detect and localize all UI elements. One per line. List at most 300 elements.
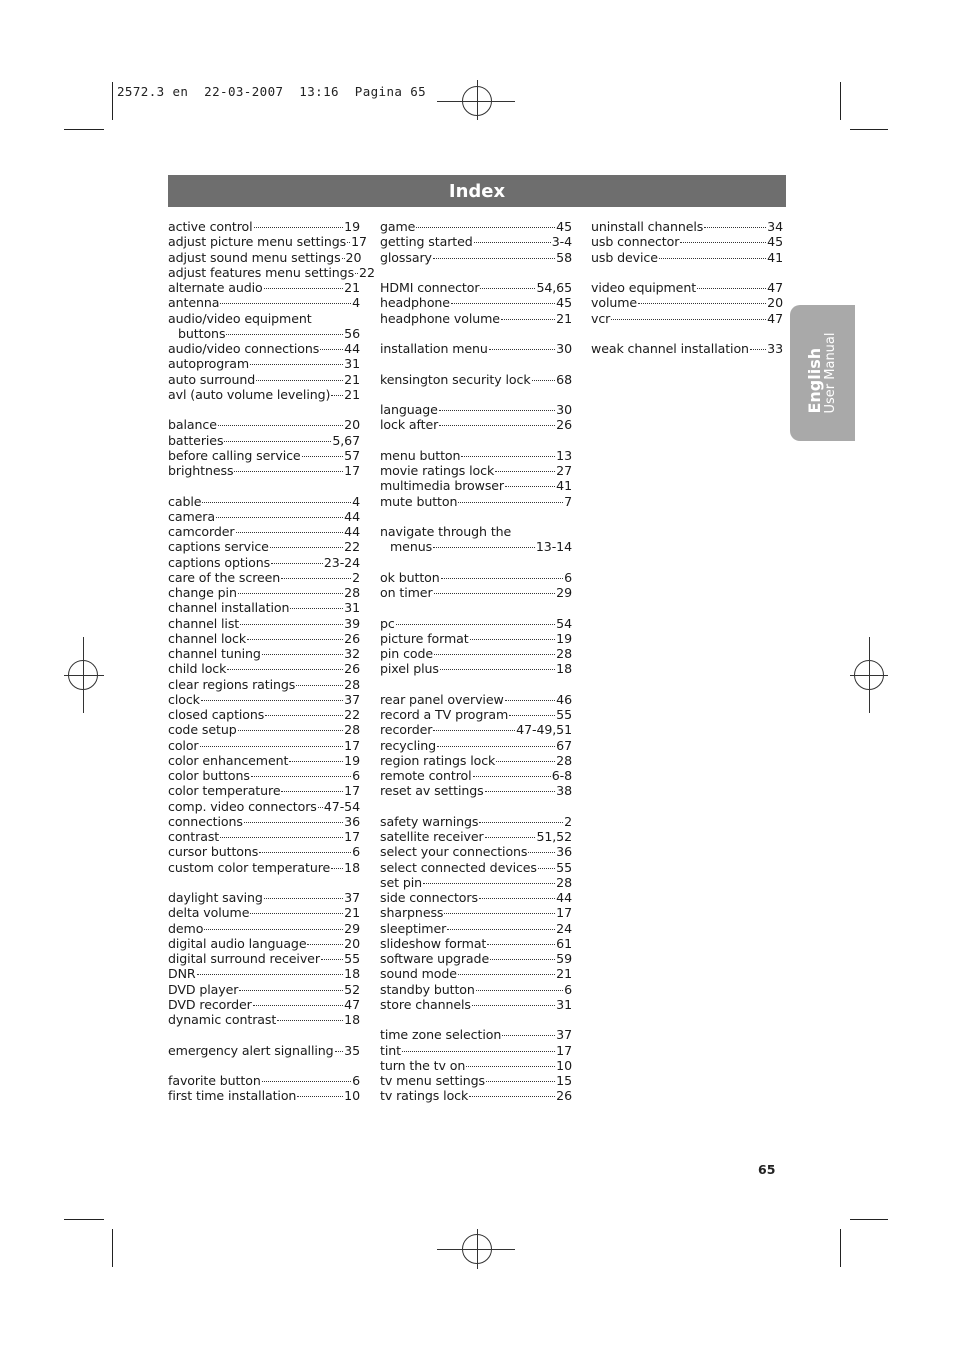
- index-term: slideshow format: [380, 935, 487, 951]
- index-term: camera: [168, 508, 215, 524]
- index-page-ref: 55: [556, 707, 572, 722]
- index-term: connections: [168, 813, 243, 829]
- index-page-ref: 30: [556, 402, 572, 417]
- dot-leader: [254, 227, 344, 228]
- index-term: before calling service: [168, 447, 301, 463]
- index-term: audio/video equipment: [168, 310, 312, 326]
- index-term: sound mode: [380, 966, 457, 982]
- dot-leader: [697, 288, 766, 289]
- index-page-ref: 55: [556, 859, 572, 875]
- index-term: ok button: [380, 569, 440, 585]
- dot-leader: [490, 959, 555, 960]
- dot-leader: [480, 288, 535, 289]
- dot-leader: [265, 715, 343, 716]
- index-entry: [168, 966, 360, 981]
- dot-leader: [218, 425, 343, 426]
- index-term: reset av settings: [380, 783, 484, 799]
- index-term: weak channel installation: [591, 341, 749, 356]
- index-page-ref: 37: [556, 1027, 572, 1043]
- index-page-ref: 61: [556, 935, 572, 951]
- dot-leader: [502, 1035, 555, 1036]
- print-slug: 2572.3 en 22-03-2007 13:16 Pagina 65: [117, 84, 427, 99]
- index-column-1: [168, 219, 375, 1104]
- index-entry: [168, 280, 360, 295]
- dot-leader: [505, 486, 555, 487]
- index-entry: [380, 1088, 572, 1103]
- dot-leader: [659, 258, 766, 259]
- index-page-ref: 28: [344, 585, 360, 600]
- index-page-ref: 19: [556, 630, 572, 646]
- index-entry: [168, 295, 360, 310]
- index-term: satellite receiver: [380, 829, 484, 844]
- index-term: pixel plus: [380, 661, 439, 677]
- index-term: video equipment: [591, 280, 697, 295]
- dot-leader: [355, 273, 358, 274]
- index-term: autoprogram: [168, 356, 249, 372]
- index-page-ref: 18: [556, 661, 572, 677]
- index-entry: [380, 783, 572, 798]
- index-page-ref: 26: [556, 1088, 572, 1104]
- index-term: navigate through the: [380, 524, 512, 539]
- index-term: antenna: [168, 295, 220, 311]
- dot-leader: [433, 258, 555, 259]
- index-term: comp. video connectors: [168, 798, 317, 814]
- index-entry: [380, 921, 572, 936]
- index-entry: [168, 707, 360, 722]
- dot-leader: [441, 578, 563, 579]
- index-page-ref: 46: [556, 691, 572, 707]
- dot-leader: [264, 898, 343, 899]
- dot-leader: [253, 1005, 343, 1006]
- dot-leader: [262, 1081, 351, 1082]
- index-term: safety warnings: [380, 813, 479, 829]
- index-term: headphone: [380, 295, 450, 311]
- dot-leader: [611, 319, 766, 320]
- index-term: brightness: [168, 463, 234, 478]
- dot-leader: [342, 258, 345, 259]
- index-entry: [168, 616, 360, 631]
- index-page-ref: 17: [556, 905, 572, 921]
- index-page-ref: 7: [564, 493, 572, 509]
- index-term: vcr: [591, 310, 611, 326]
- index-entry: [168, 570, 360, 585]
- dot-leader: [509, 715, 555, 716]
- dot-leader: [466, 1066, 555, 1067]
- dot-leader: [638, 303, 766, 304]
- index-header: [168, 175, 786, 207]
- index-spacer: [380, 326, 572, 341]
- index-term: menus: [390, 539, 433, 555]
- dot-leader: [290, 608, 343, 609]
- index-entry: [168, 264, 375, 280]
- index-entry: [168, 1088, 360, 1103]
- index-term: adjust picture menu settings: [168, 234, 347, 250]
- dot-leader: [247, 639, 343, 640]
- index-page-ref: 47-54: [323, 798, 360, 814]
- dot-leader: [347, 242, 350, 243]
- index-entry: [168, 524, 360, 539]
- dot-leader: [440, 669, 555, 670]
- index-term: pc: [380, 615, 395, 631]
- index-term: DNR: [168, 966, 196, 982]
- dot-leader: [321, 959, 343, 960]
- index-page-ref: 20: [767, 295, 783, 311]
- index-page-ref: 52: [344, 981, 360, 997]
- dot-leader: [335, 1051, 344, 1052]
- index-spacer: [591, 326, 783, 341]
- index-page-ref: 18: [344, 859, 360, 875]
- index-term: DVD recorder: [168, 996, 252, 1012]
- index-spacer: [168, 1027, 360, 1042]
- dot-leader: [216, 517, 343, 518]
- index-entry: [168, 585, 360, 600]
- index-page-ref: 47: [767, 280, 783, 295]
- dot-leader: [433, 547, 535, 548]
- index-entry: [168, 311, 360, 326]
- index-entry: [591, 295, 783, 310]
- index-term: channel installation: [168, 600, 290, 616]
- index-page-ref: 19: [344, 752, 360, 768]
- dot-leader: [396, 624, 555, 625]
- dot-leader: [469, 1096, 555, 1097]
- index-page-ref: 31: [344, 356, 360, 372]
- index-column-2: [380, 219, 572, 1104]
- index-page-ref: 31: [556, 996, 572, 1012]
- language-side-tab: [790, 305, 855, 441]
- index-term: recycling: [380, 737, 437, 753]
- dot-leader: [680, 242, 766, 243]
- index-term: channel list: [168, 615, 240, 631]
- index-page-ref: 59: [556, 951, 572, 966]
- index-entry: [168, 600, 360, 615]
- dot-leader: [485, 791, 556, 792]
- index-entry: [168, 890, 360, 905]
- index-entry: [380, 311, 572, 326]
- index-page-ref: 24: [556, 920, 572, 936]
- index-page-ref: 67: [556, 737, 572, 753]
- index-entry: [168, 951, 360, 966]
- index-term: getting started: [380, 234, 473, 250]
- index-term: channel lock: [168, 630, 247, 646]
- dot-leader: [331, 395, 343, 396]
- dot-leader: [201, 700, 343, 701]
- index-term: set pin: [380, 874, 423, 890]
- index-entry: [380, 585, 572, 600]
- index-spacer: [380, 433, 572, 448]
- dot-leader: [331, 868, 343, 869]
- index-term: standby button: [380, 981, 475, 997]
- index-spacer: [168, 1058, 360, 1073]
- dot-leader: [271, 563, 323, 564]
- index-page-ref: 17: [556, 1042, 572, 1058]
- index-spacer: [380, 387, 572, 402]
- index-entry: [168, 844, 360, 859]
- dot-leader: [220, 837, 343, 838]
- index-entry: [168, 860, 360, 875]
- index-term: DVD player: [168, 981, 239, 997]
- index-term: cursor buttons: [168, 844, 259, 860]
- index-spacer: [380, 677, 572, 692]
- index-page-ref: 47-49,51: [516, 722, 572, 738]
- index-entry: [380, 844, 572, 859]
- index-page-ref: 20: [345, 249, 362, 265]
- index-spacer: [380, 509, 572, 524]
- index-entry: [380, 936, 572, 951]
- index-term: lock after: [380, 417, 439, 433]
- dot-leader: [224, 441, 331, 442]
- index-entry: [168, 982, 360, 997]
- index-term: color: [168, 737, 199, 753]
- index-page-ref: 55: [344, 951, 360, 966]
- index-entry: [380, 1058, 572, 1073]
- dot-leader: [307, 944, 343, 945]
- dot-leader: [458, 502, 563, 503]
- index-term: channel tuning: [168, 646, 261, 661]
- index-spacer: [591, 265, 783, 280]
- index-entry: [380, 951, 572, 966]
- index-term: picture format: [380, 630, 469, 646]
- index-term: camcorder: [168, 524, 235, 539]
- index-spacer: [380, 600, 572, 615]
- index-page-ref: 20: [344, 935, 360, 951]
- index-term: glossary: [380, 249, 432, 265]
- index-page-ref: 45: [767, 234, 783, 250]
- dot-leader: [486, 1081, 555, 1082]
- index-page-ref: 31: [344, 600, 360, 616]
- dot-leader: [485, 837, 536, 838]
- dot-leader: [451, 303, 555, 304]
- index-page-ref: 44: [344, 508, 360, 524]
- index-term: uninstall channels: [591, 219, 704, 234]
- index-term: region ratings lock: [380, 752, 496, 768]
- index-term: on timer: [380, 585, 433, 600]
- index-page-ref: 41: [767, 249, 783, 265]
- dot-leader: [495, 471, 555, 472]
- index-entry: [168, 555, 360, 570]
- index-entry: [168, 905, 360, 920]
- index-entry: [380, 707, 572, 722]
- index-term: alternate audio: [168, 280, 263, 295]
- index-entry: [380, 661, 572, 676]
- dot-leader: [238, 730, 344, 731]
- index-page-ref: 33: [767, 341, 783, 356]
- index-spacer: [168, 478, 360, 493]
- index-page-ref: 6: [564, 569, 572, 585]
- index-entry: [168, 722, 360, 737]
- index-page-ref: 44: [556, 890, 572, 905]
- index-entry: [380, 860, 572, 875]
- index-page-ref: 68: [556, 371, 572, 387]
- dot-leader: [479, 898, 555, 899]
- index-term: time zone selection: [380, 1027, 502, 1043]
- index-term: color buttons: [168, 768, 250, 783]
- index-term: usb connector: [591, 234, 680, 250]
- index-page-ref: 21: [344, 371, 360, 387]
- index-entry: [168, 356, 360, 371]
- index-entry: [168, 783, 360, 798]
- index-entry: [168, 921, 360, 936]
- index-term: change pin: [168, 585, 237, 600]
- index-page-ref: 13-14: [535, 539, 572, 555]
- dot-leader: [197, 974, 344, 975]
- dot-leader: [320, 349, 343, 350]
- index-term: child lock: [168, 661, 227, 677]
- index-page-ref: 37: [344, 691, 360, 707]
- index-entry: [380, 692, 572, 707]
- index-entry: [380, 890, 572, 905]
- dot-leader: [281, 578, 351, 579]
- dot-leader: [277, 1020, 343, 1021]
- index-term: dynamic contrast: [168, 1012, 277, 1027]
- dot-leader: [238, 593, 343, 594]
- dot-leader: [416, 227, 555, 228]
- index-term: captions options: [168, 554, 271, 570]
- index-term: recorder: [380, 722, 433, 738]
- index-page-ref: 34: [767, 219, 783, 234]
- index-entry: [168, 326, 360, 341]
- index-page-ref: 36: [344, 813, 360, 829]
- index-page-ref: 54: [556, 615, 572, 631]
- index-spacer: [380, 799, 572, 814]
- dot-leader: [250, 913, 343, 914]
- index-page-ref: 17: [344, 783, 360, 799]
- dot-leader: [289, 761, 343, 762]
- index-entry: [380, 341, 572, 356]
- index-entry: [168, 814, 360, 829]
- index-entry: [380, 1043, 572, 1058]
- index-page-ref: 26: [556, 417, 572, 433]
- index-term: tv menu settings: [380, 1073, 485, 1088]
- index-page-ref: 32: [344, 646, 360, 661]
- index-page-ref: 29: [556, 585, 572, 600]
- index-term: clear regions ratings: [168, 676, 296, 692]
- index-entry: [168, 372, 360, 387]
- page-number: 65: [758, 1162, 776, 1177]
- index-page-ref: 22: [359, 264, 375, 280]
- index-entry: [168, 829, 360, 844]
- index-page-ref: 6: [352, 1073, 360, 1088]
- index-page-ref: 28: [344, 676, 360, 692]
- index-entry: [591, 280, 783, 295]
- index-term: cable: [168, 493, 202, 509]
- index-term: auto surround: [168, 371, 256, 387]
- index-term: color temperature: [168, 783, 281, 799]
- index-term: audio/video connections: [168, 341, 320, 356]
- index-entry: [380, 219, 572, 234]
- index-term: first time installation: [168, 1088, 297, 1104]
- index-entry: [168, 661, 360, 676]
- dot-leader: [473, 776, 551, 777]
- index-page-ref: 28: [556, 752, 572, 768]
- index-entry: [380, 646, 572, 661]
- index-page-ref: 35: [344, 1042, 360, 1058]
- dot-leader: [402, 1051, 555, 1052]
- index-page-ref: 56: [344, 325, 360, 341]
- index-page-ref: 37: [344, 890, 360, 905]
- dot-leader: [505, 700, 555, 701]
- index-term: mute button: [380, 493, 458, 509]
- dot-leader: [259, 852, 351, 853]
- dot-leader: [227, 669, 343, 670]
- dot-leader: [251, 776, 351, 777]
- index-entry: [168, 494, 360, 509]
- index-entry: [380, 631, 572, 646]
- index-entry: [380, 463, 572, 478]
- dot-leader: [479, 822, 563, 823]
- dot-leader: [204, 929, 343, 930]
- index-entry: [168, 753, 360, 768]
- index-term: delta volume: [168, 905, 250, 921]
- dot-leader: [538, 868, 555, 869]
- dot-leader: [264, 288, 344, 289]
- index-term: installation menu: [380, 341, 488, 356]
- dot-leader: [200, 746, 344, 747]
- index-entry: [380, 875, 572, 890]
- index-page-ref: 6-8: [551, 768, 572, 783]
- index-term: care of the screen: [168, 569, 281, 585]
- index-page-ref: 45: [556, 295, 572, 311]
- dot-leader: [250, 364, 343, 365]
- index-term: HDMI connector: [380, 280, 480, 295]
- dot-leader: [750, 349, 766, 350]
- index-page-ref: 58: [556, 249, 572, 265]
- index-page-ref: 47: [344, 996, 360, 1012]
- dot-leader: [474, 242, 551, 243]
- index-term: custom color temperature: [168, 859, 331, 875]
- index-spacer: [168, 402, 360, 417]
- dot-leader: [439, 410, 555, 411]
- index-column-3: [591, 219, 783, 356]
- index-spacer: [380, 265, 572, 280]
- index-page-ref: 10: [344, 1088, 360, 1104]
- index-page-ref: 51,52: [536, 829, 572, 844]
- index-term: balance: [168, 417, 217, 433]
- index-term: select connected devices: [380, 859, 537, 875]
- index-page-ref: 54,65: [536, 280, 572, 295]
- index-page-ref: 17: [351, 234, 367, 250]
- dot-leader: [220, 303, 351, 304]
- index-entry: [168, 341, 360, 356]
- index-page-ref: 26: [344, 630, 360, 646]
- dot-leader: [444, 913, 555, 914]
- dot-leader: [458, 974, 555, 975]
- index-entry: [168, 1043, 360, 1058]
- index-spacer: [380, 356, 572, 371]
- index-page-ref: 47: [767, 310, 783, 326]
- index-entry: [380, 1027, 572, 1042]
- index-entry: [168, 417, 360, 432]
- index-entry: [168, 219, 360, 234]
- index-term: volume: [591, 295, 638, 311]
- index-spacer: [380, 555, 572, 570]
- index-page-ref: 28: [556, 646, 572, 661]
- index-page-ref: 44: [344, 524, 360, 539]
- index-entry: [168, 250, 360, 265]
- index-entry: [380, 966, 572, 981]
- index-page-ref: 6: [352, 768, 360, 783]
- index-entry: [380, 616, 572, 631]
- index-entry: [380, 829, 572, 844]
- index-page-ref: 2: [352, 569, 360, 585]
- index-entry: [380, 417, 572, 432]
- index-page-ref: 15: [556, 1073, 572, 1088]
- index-page-ref: 6: [352, 844, 360, 860]
- index-page-ref: 23-24: [323, 554, 360, 570]
- index-entry: [168, 677, 360, 692]
- index-entry: [380, 982, 572, 997]
- index-term: demo: [168, 920, 204, 936]
- index-page-ref: 17: [344, 829, 360, 844]
